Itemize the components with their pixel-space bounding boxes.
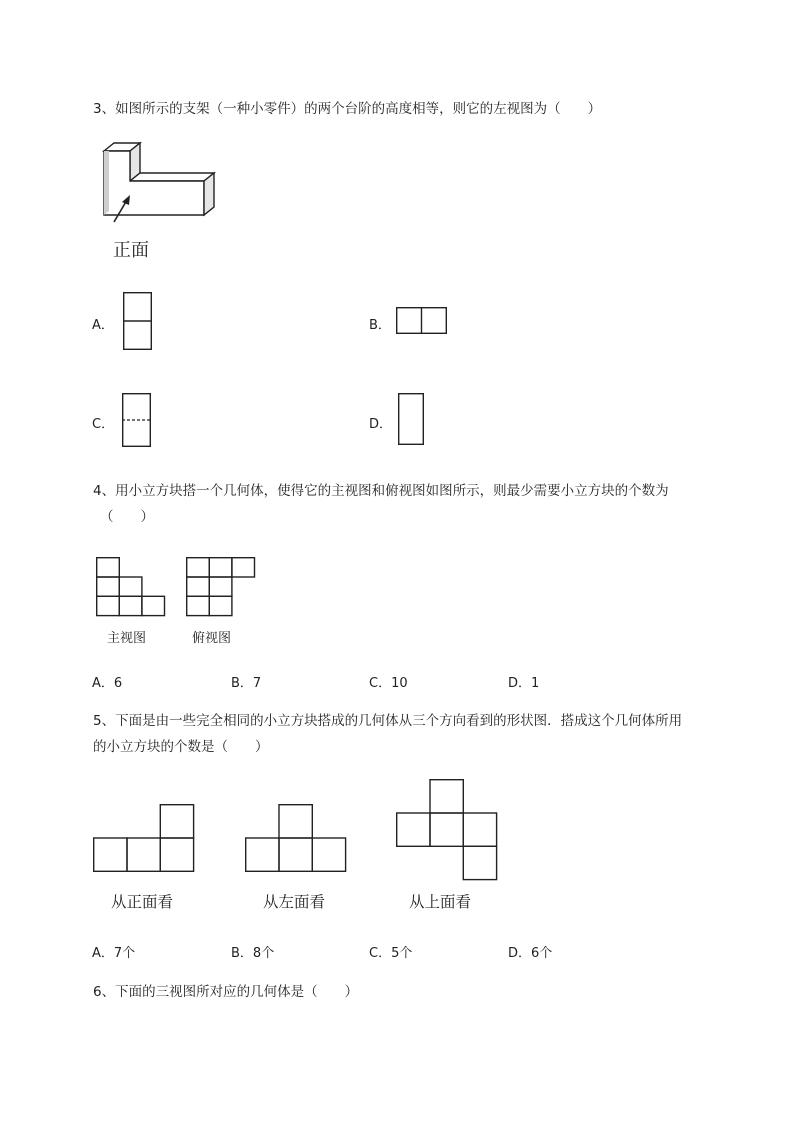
q5-option-b: B．8个 xyxy=(231,946,275,961)
question-4-line2: （ ） xyxy=(100,509,154,525)
q5-top-view xyxy=(396,779,498,881)
q5-option-c: C．5个 xyxy=(369,946,413,961)
q3-option-d-figure xyxy=(398,393,424,445)
front-arrow xyxy=(110,194,132,224)
q5-option-a: A．7个 xyxy=(92,946,136,961)
q4-top-view xyxy=(186,557,256,617)
q4-front-view xyxy=(96,557,166,617)
q5-caption-left: 从左面看 xyxy=(263,893,326,911)
q3-option-b-label: B． xyxy=(369,318,391,333)
q4-option-c: C．10 xyxy=(369,676,408,691)
q4-option-b: B．7 xyxy=(231,676,262,691)
q3-option-d-label: D． xyxy=(369,417,393,432)
q5-caption-front: 从正面看 xyxy=(111,893,174,911)
q5-caption-top: 从上面看 xyxy=(409,893,472,911)
q3-option-c-label: C． xyxy=(92,417,115,432)
question-3-text: 3、如图所示的支架（一种小零件）的两个台阶的高度相等，则它的左视图为（ ） xyxy=(93,101,602,117)
question-5-line1: 5、下面是由一些完全相同的小立方块搭成的几何体从三个方向看到的形状图．搭成这个几何体所用 xyxy=(93,713,683,729)
q5-option-d: D．6个 xyxy=(508,946,553,961)
q4-caption-top: 俯视图 xyxy=(192,631,232,646)
q3-option-a-label: A． xyxy=(92,318,114,333)
question-5-line2: 的小立方块的个数是（ ） xyxy=(93,739,269,755)
q4-option-a: A．6 xyxy=(92,676,123,691)
q5-front-view xyxy=(93,804,195,872)
question-4-line1: 4、用小立方块搭一个几何体，使得它的主视图和俯视图如图所示，则最少需要小立方块的个数为 xyxy=(93,483,669,499)
q4-option-d: D．1 xyxy=(508,676,540,691)
q5-left-view xyxy=(245,804,347,872)
question-6-text: 6、下面的三视图所对应的几何体是（ ） xyxy=(93,984,359,1000)
q3-option-b-figure xyxy=(396,307,447,334)
q4-caption-front: 主视图 xyxy=(107,631,147,646)
front-label: 正面 xyxy=(113,240,149,261)
q3-option-c-figure xyxy=(122,393,151,447)
q3-option-a-figure xyxy=(123,292,152,350)
